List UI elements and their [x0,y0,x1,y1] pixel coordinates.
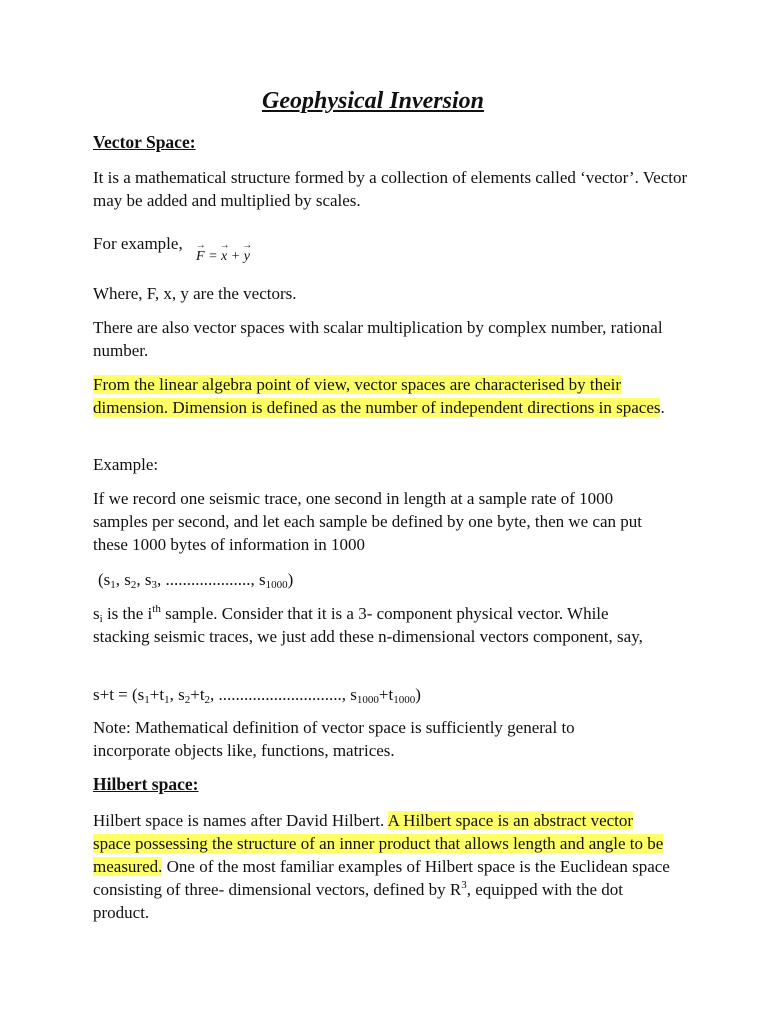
si-mid: is the i [102,604,153,623]
hilbert-start: Hilbert space is names after David Hilbert. [93,811,388,830]
tuple-sub-n: 1000 [265,579,288,591]
dimension-paragraph [93,373,668,419]
example-label: For example, [93,234,183,253]
tuple-open: (s [98,570,111,589]
tuple-sub-1: 1 [110,579,116,591]
hilbert-paragraph [93,809,675,924]
dimension-highlight: From the linear algebra point of view, vector spaces are characterised by their dimension. Dimension is defined as the number of independent directions in spaces [93,375,661,417]
sum-s2: 2 [184,694,191,706]
sum-a: s+t = (s [93,685,145,704]
sum-sn: 1000 [356,694,379,706]
sum-equation [93,683,693,706]
tuple-s3: , s [136,570,152,589]
sum-f: +t [378,685,394,704]
tuple-dots: , ...................., s [157,570,266,589]
vector-x: → x [221,249,227,265]
vector-space-heading: Vector Space: [93,132,196,152]
vector-equation [196,249,250,265]
tuple-close: ) [287,570,294,589]
hilbert-mid: One of the most familiar examples of Hilbert space is the Euclidean space consisting of three- dimensional vectors, defined by R [93,857,670,899]
hilbert-end: , equipped with the dot product. [93,880,624,922]
sum-g: ) [415,685,421,704]
sum-t2: 2 [204,694,211,706]
page-title: Geophysical Inversion [262,88,484,114]
scalar-paragraph: There are also vector spaces with scalar multiplication by complex number, rational number. [93,318,663,360]
sum-e: , ............................., s [210,685,357,704]
tuple-s2: , s [115,570,131,589]
sum-b: +t [149,685,165,704]
sum-tn: 1000 [393,694,416,706]
vector-space-definition: It is a mathematical structure formed by a collection of elements called ‘vector’. Vector may be added and multiplied by scales. [93,168,688,210]
plus-sign: + [230,249,241,264]
equals-sign: = [208,249,218,264]
example-heading: Example: [93,455,159,474]
sum-s1: 1 [144,694,150,706]
hilbert-sup: 3 [461,879,467,891]
sum-c: , s [169,685,185,704]
si-paragraph [93,602,663,648]
sum-t1: 1 [164,694,170,706]
hilbert-heading: Hilbert space: [93,774,199,794]
vector-y: → y [244,249,250,265]
seismic-paragraph: If we record one seismic trace, one second in length at a sample rate of 1000 samples per second, and let each sample be defined by one byte, then we can put these 1000 bytes of information in 1000 [93,489,642,554]
vector-f: → F [196,249,205,265]
si-sup: th [152,603,161,615]
si-s: s [93,604,100,623]
dimension-period: . [660,398,665,417]
sample-tuple [98,568,698,591]
sum-d: +t [190,685,205,704]
si-rest: sample. Consider that it is a 3- component physical vector. While stacking seismic traces, we just add these n-dimensional vectors component, say, [93,604,643,646]
note-paragraph: Note: Mathematical definition of vector space is sufficiently general to incorporate objects like, functions, matrices. [93,718,575,760]
tuple-sub-2: 2 [130,579,137,591]
where-line: Where, F, x, y are the vectors. [93,284,297,303]
si-sub: i [99,613,103,625]
hilbert-highlight: A Hilbert space is an abstract vector space possessing the structure of an inner product that allows length and angle to be measured. [93,811,664,876]
tuple-sub-3: 3 [151,579,158,591]
